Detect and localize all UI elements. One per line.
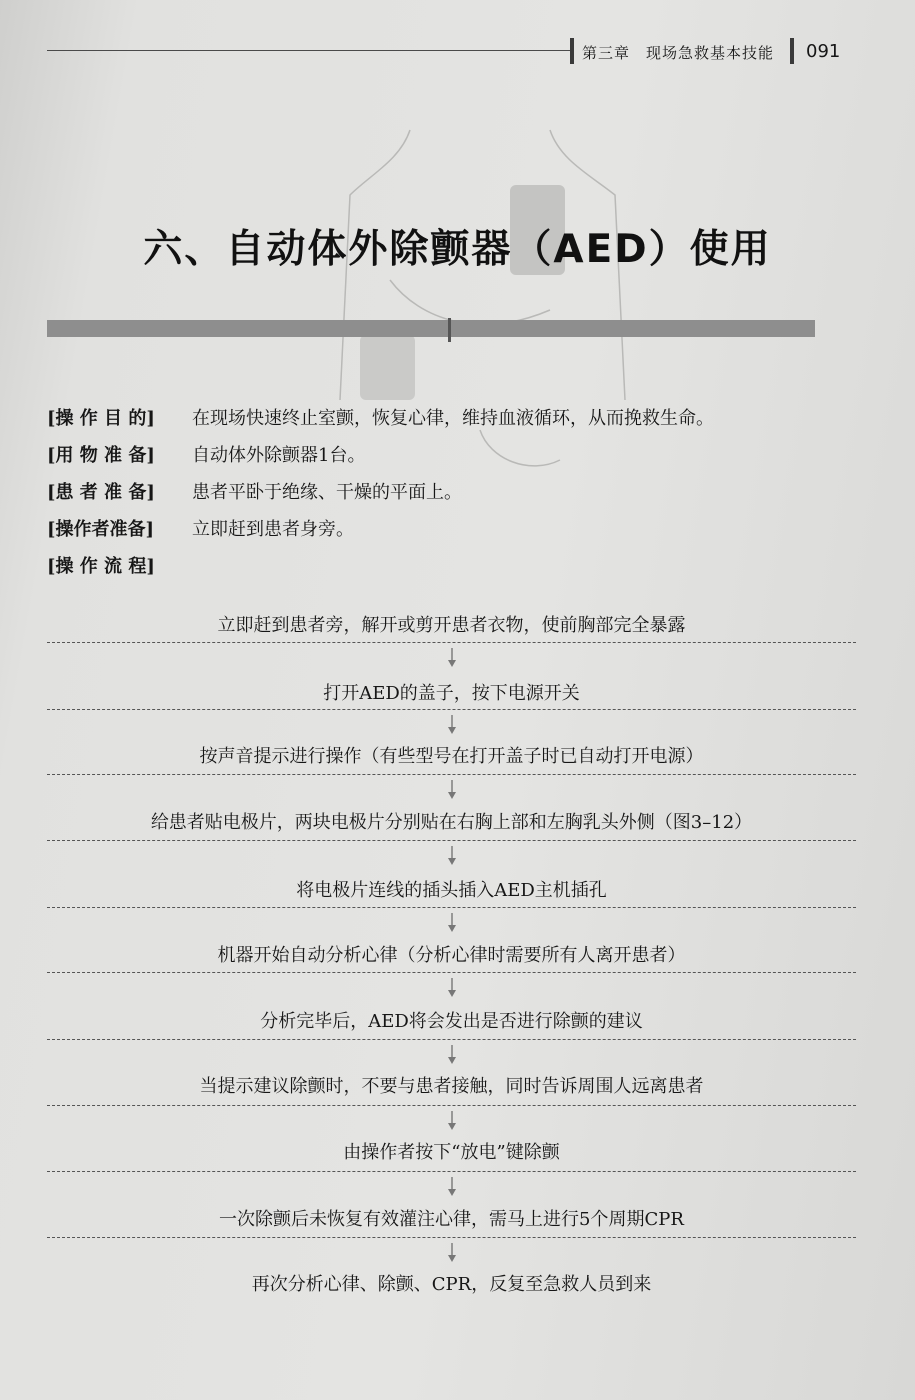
flow-step: 由操作者按下“放电”键除颤 bbox=[343, 1142, 560, 1163]
info-row-operator-prep bbox=[47, 509, 847, 546]
procedure-info bbox=[47, 398, 847, 583]
flow-divider bbox=[47, 774, 856, 775]
info-label: [用 物 准 备] bbox=[47, 444, 155, 466]
down-arrow-icon bbox=[446, 780, 458, 800]
header-divider bbox=[790, 38, 794, 64]
title-bar-marker bbox=[448, 318, 451, 342]
title-underline-bar bbox=[47, 320, 815, 337]
flow-step: 给患者贴电极片，两块电极片分别贴在右胸上部和左胸乳头外侧（图3–12） bbox=[150, 812, 753, 833]
info-row-purpose bbox=[47, 398, 847, 435]
down-arrow-icon bbox=[446, 913, 458, 933]
down-arrow-icon bbox=[446, 1045, 458, 1065]
flow-divider bbox=[47, 642, 856, 643]
flow-step: 当提示建议除颤时，不要与患者接触，同时告诉周围人远离患者 bbox=[199, 1076, 704, 1097]
header-rule bbox=[47, 50, 572, 51]
flow-divider bbox=[47, 907, 856, 908]
down-arrow-icon bbox=[446, 648, 458, 668]
flow-divider bbox=[47, 1171, 856, 1172]
down-arrow-icon bbox=[446, 1177, 458, 1197]
flow-divider bbox=[47, 972, 856, 973]
down-arrow-icon bbox=[446, 715, 458, 735]
flow-step: 打开AED的盖子，按下电源开关 bbox=[323, 683, 580, 704]
down-arrow-icon bbox=[446, 1111, 458, 1131]
info-row-supplies bbox=[47, 435, 847, 472]
flow-divider bbox=[47, 1039, 856, 1040]
down-arrow-icon bbox=[446, 978, 458, 998]
info-row-procedure bbox=[47, 546, 847, 583]
down-arrow-icon bbox=[446, 1243, 458, 1263]
info-value: 立即赶到患者身旁。 bbox=[192, 518, 354, 540]
flow-divider bbox=[47, 709, 856, 710]
header-divider bbox=[570, 38, 574, 64]
info-value: 在现场快速终止室颤，恢复心律，维持血液循环，从而挽救生命。 bbox=[192, 407, 714, 429]
flow-step: 机器开始自动分析心律（分析心律时需要所有人离开患者） bbox=[217, 945, 686, 966]
info-row-patient-prep bbox=[47, 472, 847, 509]
info-label: [患 者 准 备] bbox=[47, 481, 155, 503]
info-value: 自动体外除颤器1台。 bbox=[192, 444, 366, 466]
flow-step: 立即赶到患者旁，解开或剪开患者衣物，使前胸部完全暴露 bbox=[217, 615, 686, 636]
flow-step: 再次分析心律、除颤、CPR，反复至急救人员到来 bbox=[251, 1274, 652, 1295]
info-value: 患者平卧于绝缘、干燥的平面上。 bbox=[192, 481, 462, 503]
section-title: 六、自动体外除颤器（AED）使用 bbox=[143, 227, 772, 272]
down-arrow-icon bbox=[446, 846, 458, 866]
flow-divider bbox=[47, 840, 856, 841]
running-header-chapter: 第三章 现场急救基本技能 bbox=[582, 44, 775, 62]
flow-divider bbox=[47, 1105, 856, 1106]
page-number: 091 bbox=[806, 41, 841, 62]
flow-divider bbox=[47, 1237, 856, 1238]
flow-step: 分析完毕后，AED将会发出是否进行除颤的建议 bbox=[260, 1011, 643, 1032]
info-label: [操作者准备] bbox=[47, 518, 155, 540]
info-label: [操 作 目 的] bbox=[47, 407, 155, 429]
flow-step: 按声音提示进行操作（有些型号在打开盖子时已自动打开电源） bbox=[199, 746, 704, 767]
flow-step: 一次除颤后未恢复有效灌注心律，需马上进行5个周期CPR bbox=[219, 1209, 684, 1230]
flow-step: 将电极片连线的插头插入AED主机插孔 bbox=[296, 880, 607, 901]
info-label: [操 作 流 程] bbox=[47, 555, 155, 577]
